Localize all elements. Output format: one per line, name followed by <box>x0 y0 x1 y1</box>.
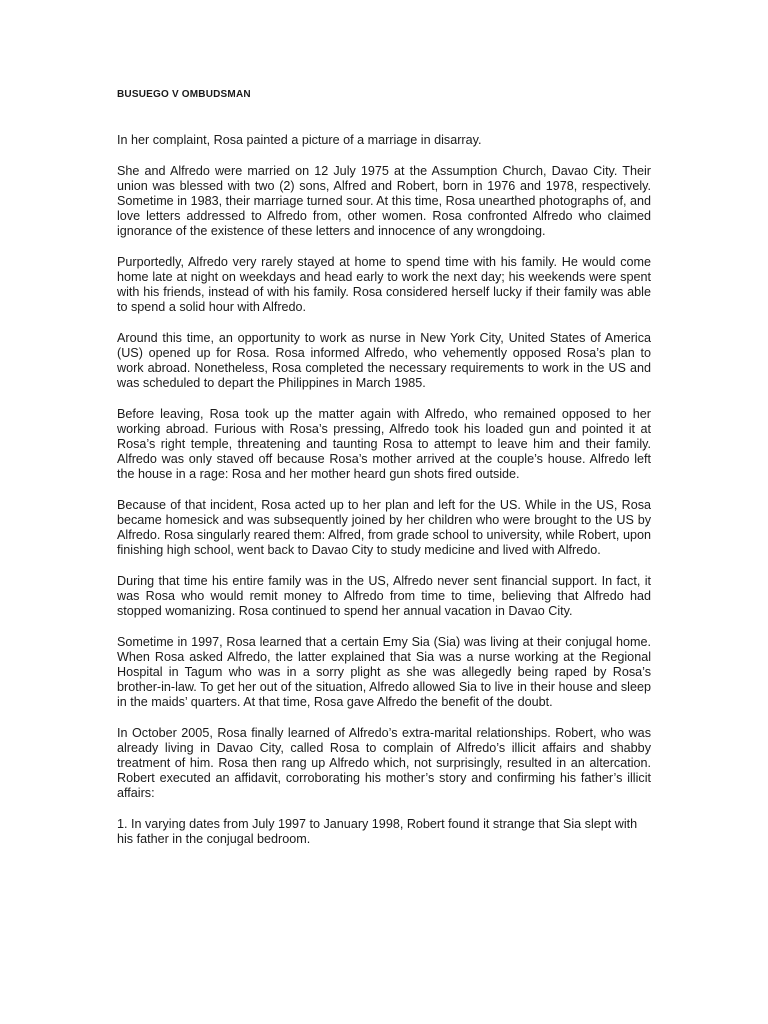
paragraph-sia: Sometime in 1997, Rosa learned that a certain Emy Sia (Sia) was living at their conjugal home. When Rosa asked Alfredo, the latter explained that Sia was a nurse working at the Regional Hospital in Tagum who was in a sorry plight as she was allegedly being raped by Rosa’s brother-in-law. To get her out of the situation, Alfredo allowed Sia to live in their house and sleep in the maids’ quarters. At that time, Rosa gave Alfredo the benefit of the doubt. <box>117 634 651 709</box>
list-item-1: 1. In varying dates from July 1997 to January 1998, Robert found it strange that Sia slept with his father in the conjugal bedroom. <box>117 816 638 846</box>
paragraph-opportunity: Around this time, an opportunity to work as nurse in New York City, United States of America (US) opened up for Rosa. Rosa informed Alfredo, who vehemently opposed Rosa’s plan to work abroad. Nonetheless, Rosa completed the necessary requirements to work in the US and was scheduled to depart the Philippines in March 1985. <box>117 330 651 390</box>
document-body <box>117 133 651 863</box>
paragraph-october-2005: In October 2005, Rosa finally learned of Alfredo’s extra-marital relationships. Robert, who was already living in Davao City, called Rosa to complain of Alfredo’s illicit affairs and shabby treatment of him. Rosa then rang up Alfredo which, not surprisingly, resulted in an altercation. Robert executed an affidavit, corroborating his mother’s story and confirming his father’s illicit affairs: <box>117 725 651 801</box>
paragraph-marriage: She and Alfredo were married on 12 July 1975 at the Assumption Church, Davao City. Their union was blessed with two (2) sons, Alfred and Robert, born in 1976 and 1978, respectively. Sometime in 1983, their marriage turned sour. At this time, Rosa unearthed photographs of, and love letters addressed to Alfredo from, other women. Rosa confronted Alfredo who claimed ignorance of the existence of these letters and innocence of any wrongdoing. <box>117 163 651 239</box>
paragraph-complaint-intro: In her complaint, Rosa painted a picture of a marriage in disarray. <box>117 133 482 147</box>
paragraph-gun-incident: Before leaving, Rosa took up the matter again with Alfredo, who remained opposed to her working abroad. Furious with Rosa’s pressing, Alfredo took his loaded gun and pointed it at Rosa’s right temple, threatening and taunting Rosa to attempt to leave him and their family. Alfredo was only staved off because Rosa’s mother arrived at the couple’s house. Alfredo left the house in a rage: Rosa and her mother heard gun shots fired outside. <box>117 406 651 482</box>
document-title: BUSUEGO V OMBUDSMAN <box>117 89 251 100</box>
paragraph-financial-support: During that time his entire family was in the US, Alfredo never sent financial support. In fact, it was Rosa who would remit money to Alfredo from time to time, believing that Alfredo had stopped womanizing. Rosa continued to spend her annual vacation in Davao City. <box>117 573 651 618</box>
paragraph-absence: Purportedly, Alfredo very rarely stayed at home to spend time with his family. He would come home late at night on weekdays and head early to work the next day; his weekends were spent with his friends, instead of with his family. Rosa considered herself lucky if their family was able to spend a solid hour with Alfredo. <box>117 254 651 315</box>
paragraph-departure: Because of that incident, Rosa acted up to her plan and left for the US. While in the US, Rosa became homesick and was subsequently joined by her children who were brought to the US by Alfredo. Rosa singularly reared them: Alfred, from grade school to university, while Robert, upon finishing high school, went back to Davao City to study medicine and lived with Alfredo. <box>117 497 651 558</box>
